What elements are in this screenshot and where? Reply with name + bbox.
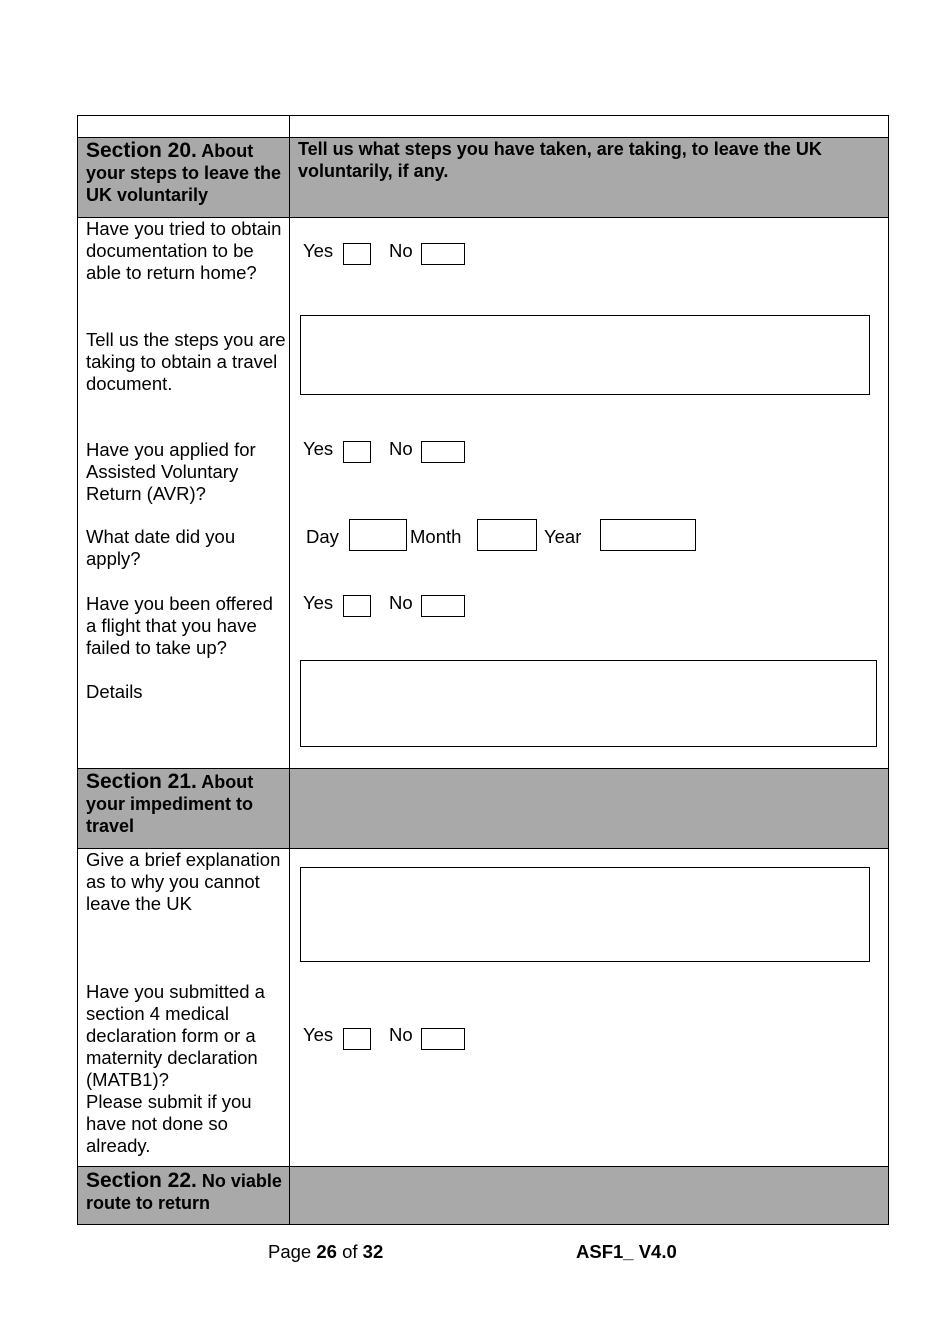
question-travel-document-steps: Tell us the steps you are taking to obtain a travel document.	[86, 329, 286, 394]
table-bottom-border	[77, 1224, 889, 1225]
medical-no-checkbox[interactable]	[421, 1028, 465, 1050]
flight-yes-checkbox[interactable]	[343, 595, 371, 617]
form-code: ASF1_ V4.0	[576, 1241, 677, 1262]
question-documentation: Have you tried to obtain documentation to be able to return home?	[86, 218, 282, 283]
day-label: Day	[306, 526, 339, 547]
flight-no-checkbox[interactable]	[421, 595, 465, 617]
month-input[interactable]	[477, 519, 537, 551]
section-21-number: Section 21.	[86, 770, 197, 793]
table-row-divider	[77, 768, 889, 769]
documentation-yes-checkbox[interactable]	[343, 243, 371, 265]
year-input[interactable]	[600, 519, 696, 551]
no-label: No	[389, 438, 413, 459]
day-input[interactable]	[349, 519, 407, 551]
no-label: No	[389, 240, 413, 261]
page-current: 26	[316, 1241, 337, 1262]
avr-yes-checkbox[interactable]	[343, 441, 371, 463]
yes-label: Yes	[303, 1024, 334, 1045]
travel-document-steps-field[interactable]	[300, 315, 870, 395]
medical-yes-checkbox[interactable]	[343, 1028, 371, 1050]
yes-label: Yes	[303, 438, 334, 459]
question-apply-date: What date did you apply?	[86, 526, 236, 569]
page-number	[268, 1241, 383, 1263]
section-20-heading	[86, 140, 286, 206]
table-left-border	[77, 115, 78, 1225]
question-medical-declaration: Have you submitted a section 4 medical declaration form or a maternity declaration (MATB1)? Please submit if you have not done so already.	[86, 981, 265, 1156]
section-20-number: Section 20.	[86, 139, 197, 162]
no-label: No	[389, 1024, 413, 1045]
yes-label: Yes	[303, 592, 334, 613]
page-total: 32	[362, 1241, 384, 1262]
year-label: Year	[544, 526, 582, 547]
question-avr: Have you applied for Assisted Voluntary Return (AVR)?	[86, 439, 256, 504]
yes-label: Yes	[303, 240, 334, 261]
question-flight-offered: Have you been offered a flight that you have failed to take up?	[86, 593, 273, 658]
flight-details-field[interactable]	[300, 660, 877, 747]
no-label: No	[389, 592, 413, 613]
table-column-divider	[289, 115, 290, 1225]
documentation-no-checkbox[interactable]	[421, 243, 465, 265]
section-21-heading	[86, 771, 286, 837]
section-20-instruction: Tell us what steps you have taken, are taking, to leave the UK voluntarily, if any.	[298, 139, 822, 181]
section-22-number: Section 22.	[86, 1169, 197, 1192]
question-impediment-explanation: Give a brief explanation as to why you cannot leave the UK	[86, 849, 281, 914]
section-20-title: About your steps to leave the UK voluntarily	[86, 141, 282, 205]
question-details: Details	[86, 681, 143, 702]
impediment-explanation-field[interactable]	[300, 867, 870, 962]
section-22-title: No viable route to return	[86, 1171, 282, 1213]
section-22-heading	[86, 1170, 286, 1214]
avr-no-checkbox[interactable]	[421, 441, 465, 463]
month-label: Month	[410, 526, 462, 547]
table-top-border	[77, 115, 889, 116]
page-of: of	[336, 1241, 363, 1262]
table-right-border	[888, 115, 889, 1225]
table-row-divider	[77, 1166, 889, 1167]
section-21-title: About your impediment to travel	[86, 772, 254, 836]
page-prefix: Page	[268, 1241, 317, 1262]
